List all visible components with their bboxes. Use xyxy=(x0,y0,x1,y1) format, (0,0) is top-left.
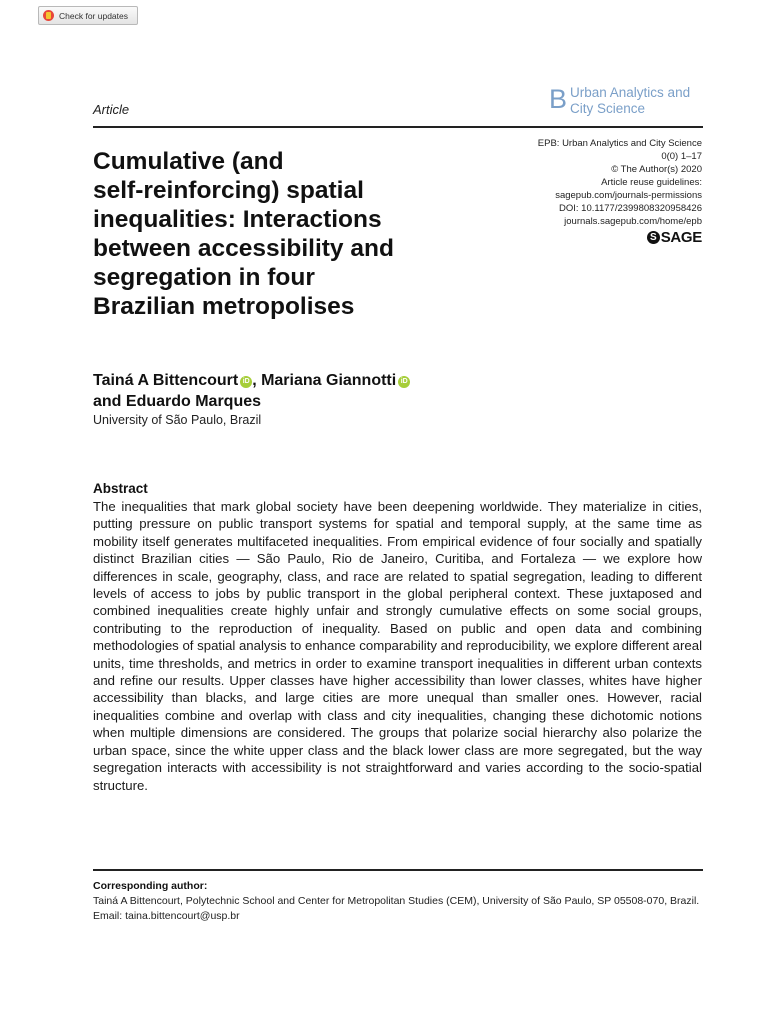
sage-logo-text: SAGE xyxy=(660,229,702,246)
title-line: Brazilian metropolises xyxy=(93,293,355,320)
title-line: between accessibility and xyxy=(93,235,394,262)
corresponding-author-details xyxy=(93,894,702,923)
meta-volume: 0(0) 1–17 xyxy=(661,151,702,162)
author-name[interactable]: Tainá A Bittencourt xyxy=(93,372,239,389)
sage-logo-icon: S xyxy=(647,231,660,244)
article-title xyxy=(93,147,453,321)
meta-reuse-label: Article reuse guidelines: xyxy=(601,177,702,188)
sage-logo xyxy=(647,229,702,246)
journal-logo xyxy=(549,84,690,117)
meta-journal: EPB: Urban Analytics and City Science xyxy=(537,138,702,149)
author-name[interactable]: Mariana Giannotti xyxy=(261,372,397,389)
check-for-updates-label: Check for updates xyxy=(59,10,128,21)
author-name[interactable]: and Eduardo Marques xyxy=(93,393,262,410)
author-list: Tainá A Bittencourt iD , Mariana Giannotti iD and Eduardo Marques xyxy=(93,370,513,412)
crossmark-icon xyxy=(43,10,54,21)
title-line: Cumulative (and xyxy=(93,148,284,175)
affiliation: University of São Paulo, Brazil xyxy=(93,413,262,427)
orcid-icon[interactable]: iD xyxy=(398,376,410,388)
corresponding-author-address: Tainá A Bittencourt, Polytechnic School and Center for Metropolitan Studies (CEM), University of São Paulo, SP 05508-070, Brazil. xyxy=(93,895,700,907)
corresponding-author-heading: Corresponding author: xyxy=(93,880,208,892)
meta-copyright: © The Author(s) 2020 xyxy=(611,164,702,175)
journal-logo-letter: B xyxy=(549,84,568,114)
meta-doi[interactable]: DOI: 10.1177/2399808320958426 xyxy=(559,203,702,214)
header-rule xyxy=(93,126,703,128)
meta-permissions-link[interactable]: sagepub.com/journals-permissions xyxy=(555,190,702,201)
title-line: self-reinforcing) spatial xyxy=(93,177,364,204)
journal-logo-line2: City Science xyxy=(570,101,646,116)
article-metadata xyxy=(538,137,702,228)
title-line: segregation in four xyxy=(93,264,315,291)
abstract-text: The inequalities that mark global society have been deepening worldwide. They materialize in cities, putting pressure on public transport systems for spatial and temporal supply, at the same time as mobility itself generates multifaceted inequalities. From empirical evidence of four socially and spatially distinct Brazilian cities — São Paulo, Rio de Janeiro, Curitiba, and Fortaleza — we explore how differences in scale, geography, class, and race are related to spatial segregation, leading to different levels of access to jobs by public transport in the global peripheral context. These juxtaposed and combined inequalities create highly unfair and strongly cumulative effects on some social groups, contributing to the reproduction of inequality. Based on public and open data and combining methodologies of spatial analysis to enhance comparability and reproducibility, we explore different areal units, time thresholds, and metrics in order to examine transport inequalities in different urban contexts and refine our results. Upper classes have higher accessibility than lower classes, whites have higher accessibility than blacks, and large cities are more unequal than smaller ones. However, racial inequalities combine and overlap with class and city inequalities, changing these dichotomic notions when multiple dimensions are considered. The groups that polarize social hierarchy also polarize the urban space, since the white upper class and the black lower class are more segregated, but the way segregation interacts with accessibility is not straightforward and varies according to the socio-spatial structure. xyxy=(93,499,702,793)
check-for-updates-button[interactable] xyxy=(38,6,138,25)
orcid-icon[interactable]: iD xyxy=(240,376,252,388)
footer-rule xyxy=(93,869,703,871)
journal-logo-name xyxy=(570,84,690,117)
journal-logo-line1: Urban Analytics and xyxy=(570,85,691,100)
corresponding-author-email[interactable]: Email: taina.bittencourt@usp.br xyxy=(93,909,240,922)
article-type-label: Article xyxy=(93,102,130,117)
abstract-heading: Abstract xyxy=(93,481,148,496)
title-line: inequalities: Interactions xyxy=(93,206,382,233)
meta-journal-link[interactable]: journals.sagepub.com/home/epb xyxy=(564,216,702,227)
